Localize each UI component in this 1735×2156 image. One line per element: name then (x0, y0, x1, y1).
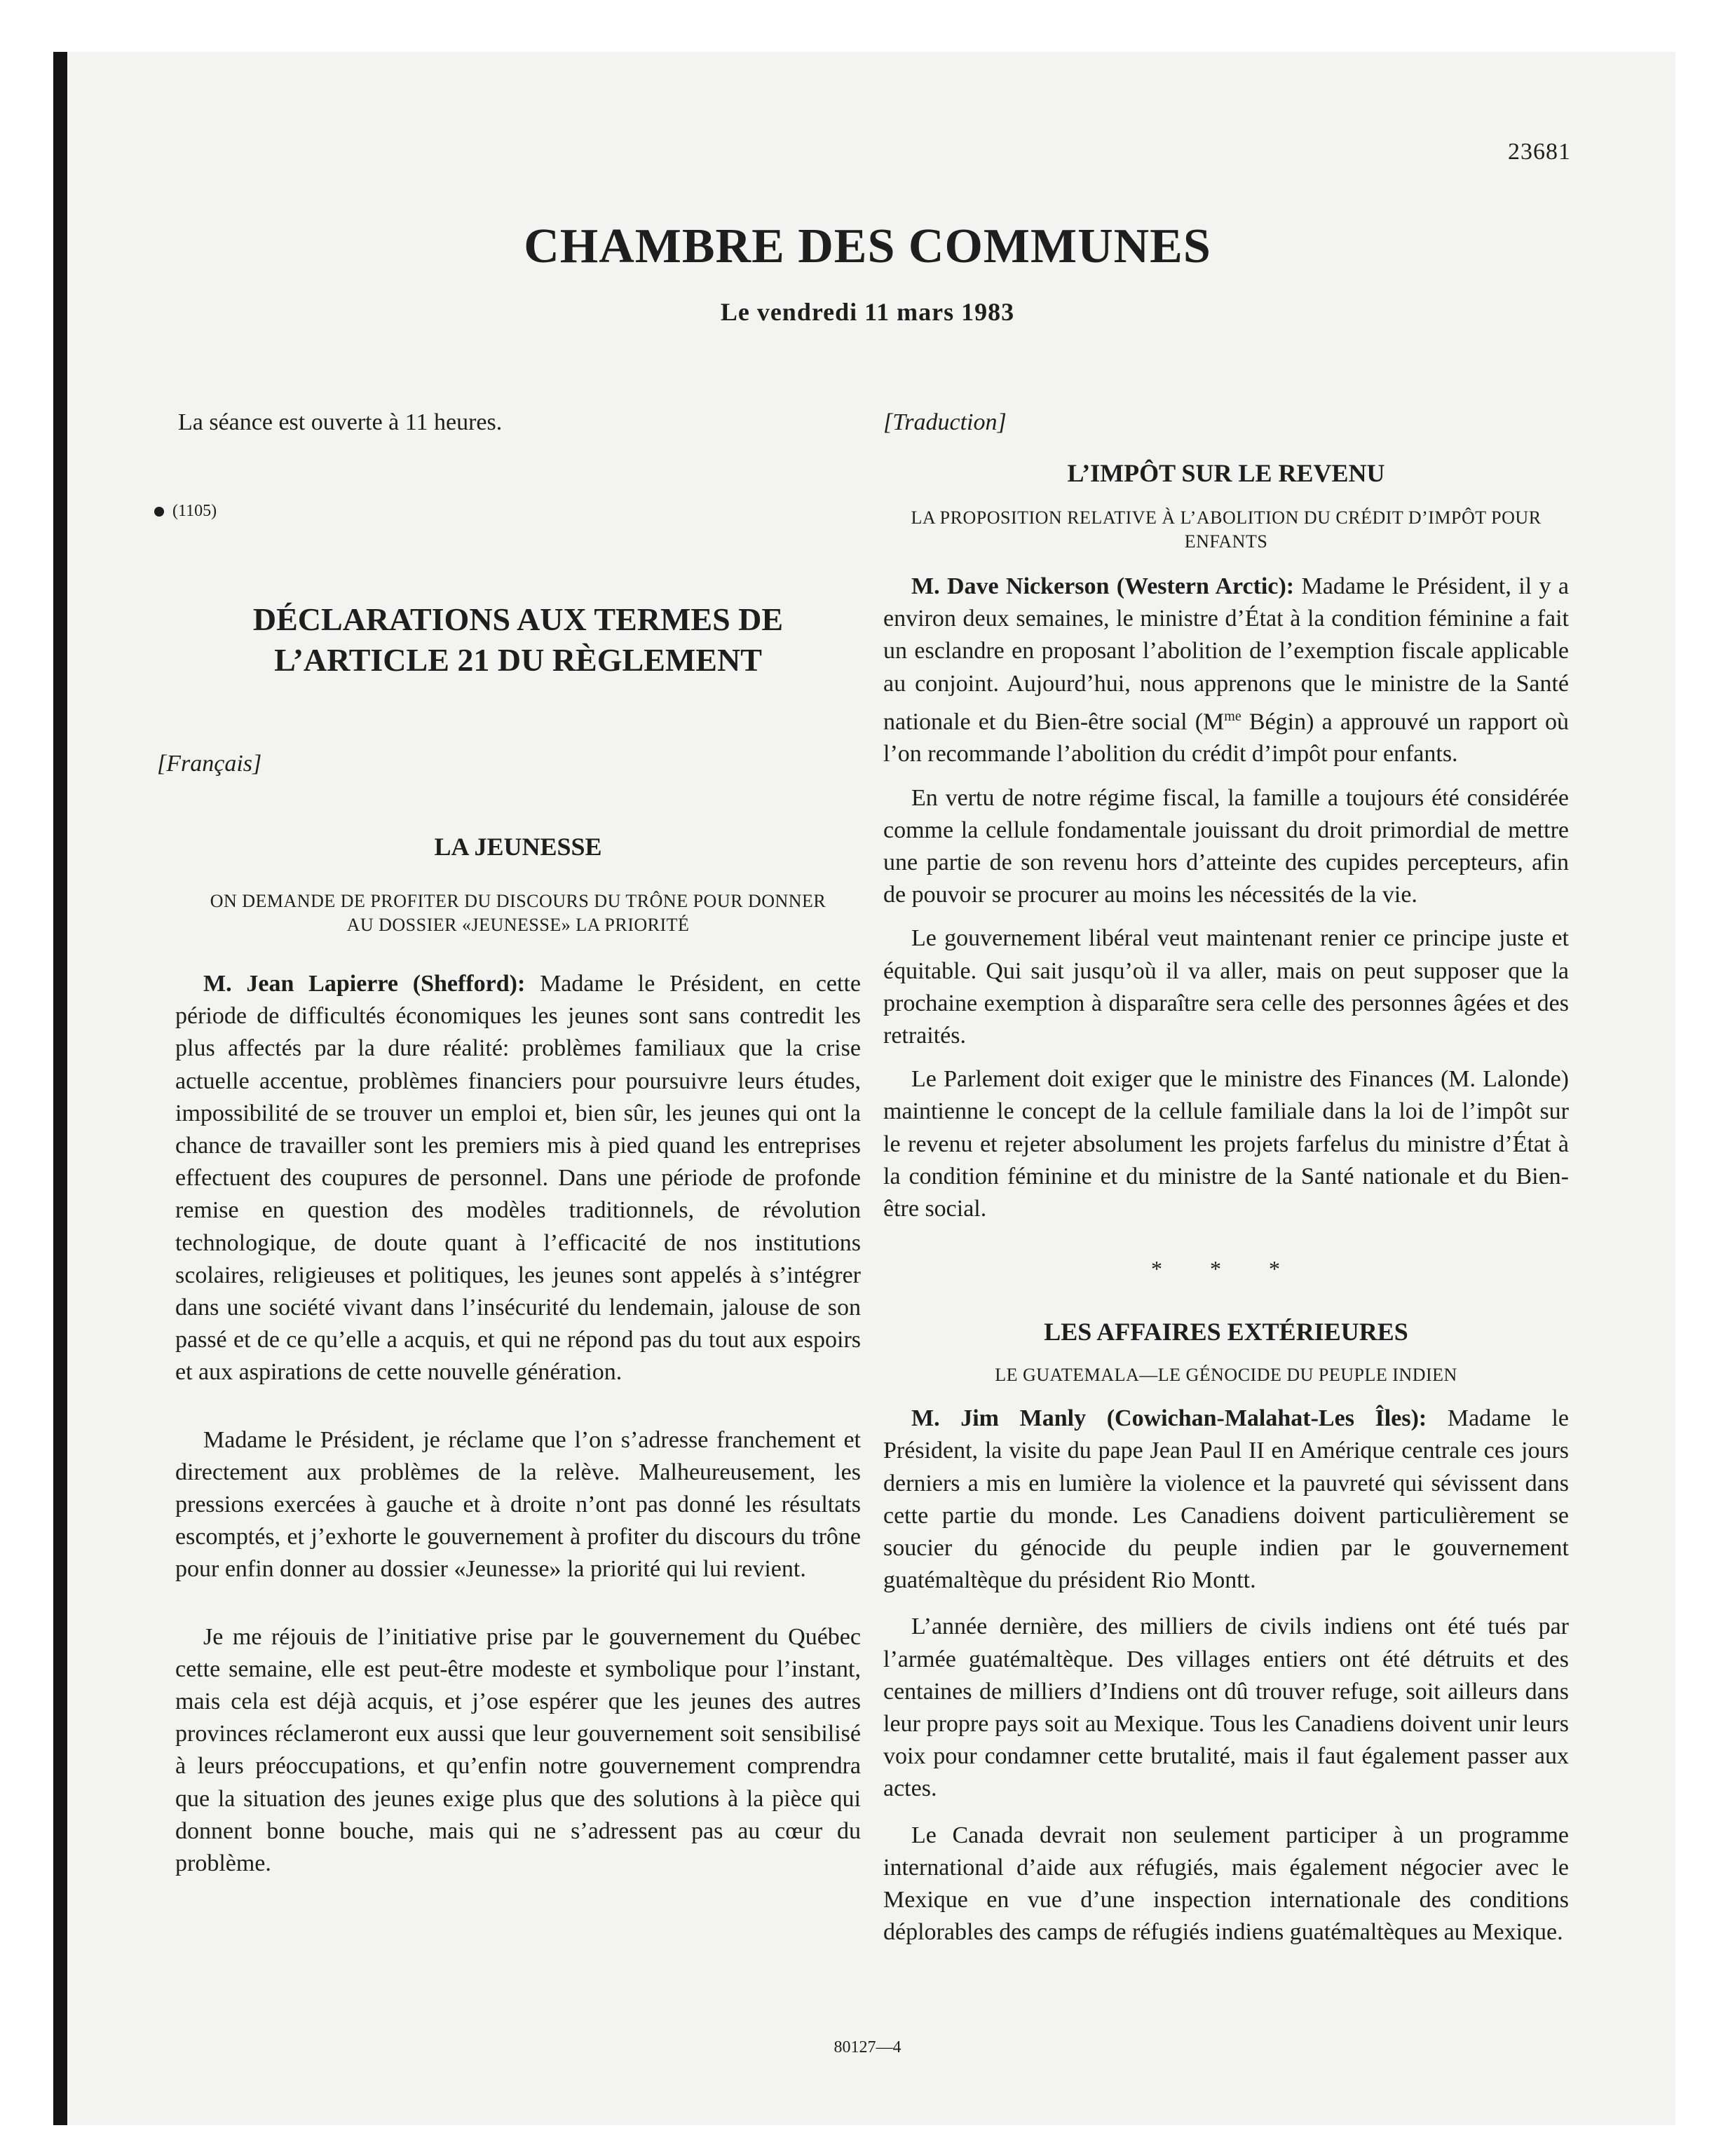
page-number: 23681 (1508, 139, 1571, 165)
opening-line: La séance est ouverte à 11 heures. (178, 409, 503, 435)
speech-paragraph (175, 968, 861, 1389)
scan-edge (53, 52, 67, 2125)
bullet-icon (154, 507, 164, 517)
topic-heading: LES AFFAIRES EXTÉRIEURES (1044, 1318, 1408, 1346)
sitting-date: Le vendredi 11 mars 1983 (720, 298, 1015, 326)
page-title: CHAMBRE DES COMMUNES (524, 219, 1211, 273)
subtopic-heading: LA PROPOSITION RELATIVE À L’ABOLITION DU CRÉDIT D’IMPÔT POUR ENFANTS (911, 507, 1542, 552)
speech-paragraph: En vertu de notre régime fiscal, la famille a toujours été considérée comme la cellule fondamentale jouissant du droit primordial de mettre une partie de son revenu hors d’atteinte des cupides percepteurs, afin de pouvoir se procurer au moins les nécessités de la vie. (883, 784, 1569, 908)
speaker-name: M. Dave Nickerson (Western Arctic): (911, 573, 1295, 599)
speech-text: Madame le Président, en cette période de difficultés économiques les jeunes sont sans contredit les plus affectés par la dure réalité: problèmes familiaux que la crise actuelle accentue, problèmes financiers pour poursuivre leurs études, impossibilité de se trouver un emploi et, bien sûr, les jeunes qui ont la chance de travailler sont les premiers mis à pied quand les entreprises effectuent des coupures de personnel. Dans une période de profonde remise en question des modèles traditionnels, de révolution technologique, de doute quant à l’efficacité de nos institutions scolaires, religieuses et politiques, les jeunes sont appelés à s’intégrer dans une société vivant dans l’insécurité du lendemain, jalouse de son passé et de ce qu’elle a acquis, et qui ne répond pas du tout aux espoirs et aux aspirations de cette nouvelle génération. (175, 971, 861, 1386)
speaker-name: M. Jean Lapierre (Shefford): (203, 971, 526, 997)
print-code: 80127—4 (834, 2038, 901, 2056)
speech-paragraph: Madame le Président, je réclame que l’on s’adresse franchement et directement aux problèmes de la relève. Malheureusement, les pressions exercées à gauche et à droite n’ont pas donné les résultats escomptés, et j’exhorte le gouvernement à profiter du discours du trône pour enfin donner au dossier «Jeunesse» la priorité qui lui revient. (175, 1426, 861, 1583)
speech-paragraph: L’année dernière, des milliers de civils indiens ont été tués par l’armée guatémaltèque. Des villages entiers ont été détruits et des centaines de milliers d’Indiens ont dû trouver refuge, soit ailleurs dans leur propre pays soit au Mexique. Tous les Canadiens doivent unir leurs voix pour condamner cette brutalité, mais il faut également passer aux actes. (883, 1613, 1569, 1802)
left-column (157, 407, 861, 1880)
subtopic-heading: ON DEMANDE DE PROFITER DU DISCOURS DU TRÔNE POUR DONNER AU DOSSIER «JEUNESSE» LA PRIORITÉ (210, 891, 826, 935)
speech-paragraph: Je me réjouis de l’initiative prise par le gouvernement du Québec cette semaine, elle est peut-être modeste et symbolique pour l’instant, mais cela est déjà acquis, et j’ose espérer que les jeunes des autres provinces réclameront eux aussi que leur gouvernement soit sensibilisé à leurs préoccupations, et qu’enfin notre gouvernement comprendra que la situation des jeunes exige plus que des solutions à la pièce qui donnent bonne bouche, mais qui ne s’adressent pas au cœur du problème. (175, 1623, 861, 1877)
speech-paragraph: Le Parlement doit exiger que le ministre des Finances (M. Lalonde) maintienne le concept de la cellule familiale dans la loi de l’impôt sur le revenu et rejeter absolument les projets farfelus du ministre d’État à la condition féminine et du ministre de la Santé nationale et du Bien-être social. (883, 1066, 1569, 1222)
time-marker-text: (1105) (172, 502, 217, 520)
speech-paragraph (883, 1403, 1569, 1597)
speech-text: Madame le Président, il y a environ deux semaines, le ministre d’État à la condition féminine a fait un esclandre en proposant l’abolition de l’exemption fiscale applicable au conjoint. Aujourd’hui, nous apprenons que le ministre de la Santé nationale et du Bien-être social (M (883, 573, 1569, 735)
speech-paragraph: Le Canada devrait non seulement participer à un programme international d’aide aux réfugiés, mais également négocier avec le Mexique en vue d’une inspection internationale des conditions déplorables des camps de réfugiés indiens guatémaltèques au Mexique. (883, 1822, 1569, 1946)
section-separator: * * * (1151, 1256, 1301, 1282)
speaker-name: M. Jim Manly (Cowichan-Malahat-Les Îles): (911, 1405, 1427, 1432)
time-marker (154, 502, 861, 521)
speech-text: Bégin) a approuvé un rapport où l’on recommande l’abolition du crédit d’impôt pour enfants. (883, 709, 1569, 767)
section-heading: DÉCLARATIONS AUX TERMES DE L’ARTICLE 21 DU RÈGLEMENT (252, 601, 784, 678)
topic-heading: LA JEUNESSE (434, 833, 602, 861)
superscript: me (1224, 708, 1241, 724)
right-column (883, 407, 1569, 1949)
subtopic-heading: LE GUATEMALA—LE GÉNOCIDE DU PEUPLE INDIEN (995, 1365, 1457, 1386)
language-tag: [Traduction] (883, 409, 1007, 435)
speech-paragraph: Le gouvernement libéral veut maintenant renier ce principe juste et équitable. Qui sait jusqu’où il va aller, mais on peut supposer que la prochaine exemption à disparaître sera celle des personnes âgées et des retraités. (883, 925, 1569, 1049)
language-tag: [Français] (157, 751, 262, 777)
speech-paragraph (883, 571, 1569, 771)
speech-text: Madame le Président, la visite du pape Jean Paul II en Amérique centrale ces jours derniers a mis en lumière la violence et la pauvreté qui sévissent dans cette partie du monde. Les Canadiens doivent particulièrement se soucier du génocide du peuple indien par le gouvernement guatémaltèque du président Rio Montt. (883, 1405, 1569, 1594)
topic-heading: L’IMPÔT SUR LE REVENU (1067, 459, 1385, 487)
